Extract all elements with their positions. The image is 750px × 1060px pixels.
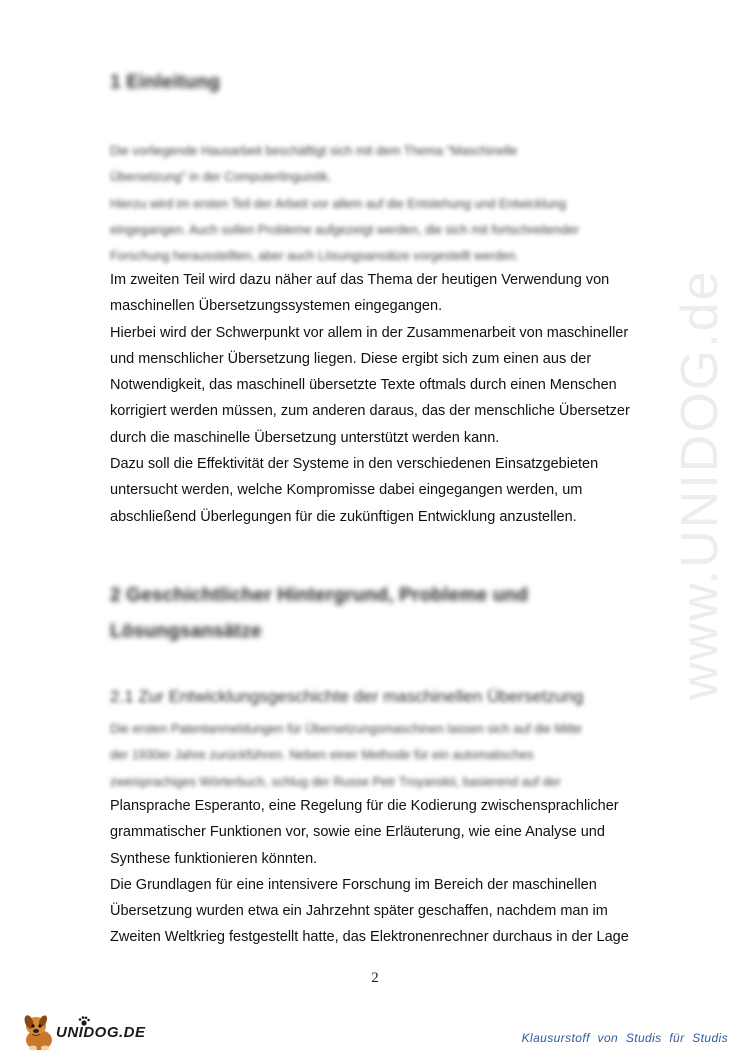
- logo-text: UNIDOG.DE: [56, 1024, 146, 1041]
- section-1-heading: 1 Einleitung: [110, 72, 221, 93]
- blurred-line: zweisprachiges Wörterbuch, schlug der Russe Petr Troyanskii, basierend auf der: [110, 774, 561, 789]
- blurred-line: Die vorliegende Hausarbeit beschäftigt sich mit dem Thema "Maschinelle: [110, 144, 518, 158]
- text-line: Plansprache Esperanto, eine Regelung für die Kodierung zwischensprachlicher: [110, 798, 619, 814]
- section-2-paragraph: [110, 793, 680, 951]
- footer-tagline: Klausurstoff von Studis für Studis: [521, 1031, 728, 1045]
- text-line: Synthese funktionieren könnten.: [110, 850, 318, 867]
- blurred-line: Die ersten Patentanmeldungen für Übersetzungsmaschinen lassen sich auf die Mitte: [110, 722, 582, 736]
- text-line: korrigiert werden müssen, zum anderen daraus, das der menschliche Übersetzer: [110, 403, 630, 420]
- section-1-paragraph: [110, 267, 680, 530]
- section-1-blurred-paragraph: [110, 138, 680, 269]
- text-line: Die Grundlagen für eine intensivere Forschung im Bereich der maschinellen: [110, 876, 597, 893]
- section-2-heading-line-1: 2 Geschichtlicher Hintergrund, Probleme und: [110, 585, 529, 606]
- watermark: www.UNIDOG.de: [671, 269, 729, 700]
- text-line: Zweiten Weltkrieg festgestellt hatte, das Elektronenrechner durchaus in der Lage: [110, 929, 629, 946]
- blurred-line: der 1930er Jahre zurückführen. Neben einer Methode für ein automatisches: [110, 748, 534, 763]
- blurred-line: eingegangen. Auch sollen Probleme aufgezeigt werden, die sich mit fortschreitender: [110, 222, 580, 237]
- text-line: Im zweiten Teil wird dazu näher auf das Thema der heutigen Verwendung von: [110, 272, 610, 288]
- text-line: durch die maschinelle Übersetzung unterstützt werden kann.: [110, 429, 500, 446]
- text-line: Notwendigkeit, das maschinell übersetzte Texte oftmals durch einen Menschen: [110, 377, 617, 394]
- text-line: maschinellen Übersetzungssystemen eingegangen.: [110, 298, 443, 315]
- text-line: abschließend Überlegungen für die zukünftigen Entwicklung anzustellen.: [110, 508, 577, 525]
- text-line: Hierbei wird der Schwerpunkt vor allem in der Zusammenarbeit von maschineller: [110, 324, 629, 341]
- text-line: Übersetzung wurden etwa ein Jahrzehnt später geschaffen, nachdem man im: [110, 903, 608, 920]
- text-line: untersucht werden, welche Kompromisse dabei eingegangen werden, um: [110, 482, 583, 499]
- blurred-line: Forschung herausstellten, aber auch Lösungsansätze vorgestellt werden.: [110, 249, 519, 264]
- blurred-line: Hierzu wird im ersten Teil der Arbeit vor allem auf die Entstehung und Entwicklung: [110, 196, 567, 211]
- section-2-1-heading: 2.1 Zur Entwicklungsgeschichte der maschinellen Übersetzung: [110, 687, 584, 706]
- dog-icon: [22, 1012, 58, 1052]
- section-2-blurred-paragraph: [110, 716, 680, 795]
- text-line: und menschlicher Übersetzung liegen. Diese ergibt sich zum einen aus der: [110, 350, 592, 367]
- text-line: Dazu soll die Effektivität der Systeme in den verschiedenen Einsatzgebieten: [110, 456, 599, 473]
- page-number: 2: [371, 970, 379, 986]
- text-line: grammatischer Funktionen vor, sowie eine Erläuterung, wie eine Analyse und: [110, 824, 605, 841]
- section-2-heading-line-2: Lösungsansätze: [110, 621, 262, 642]
- blurred-line: Übersetzung" in der Computerlinguistik.: [110, 170, 332, 185]
